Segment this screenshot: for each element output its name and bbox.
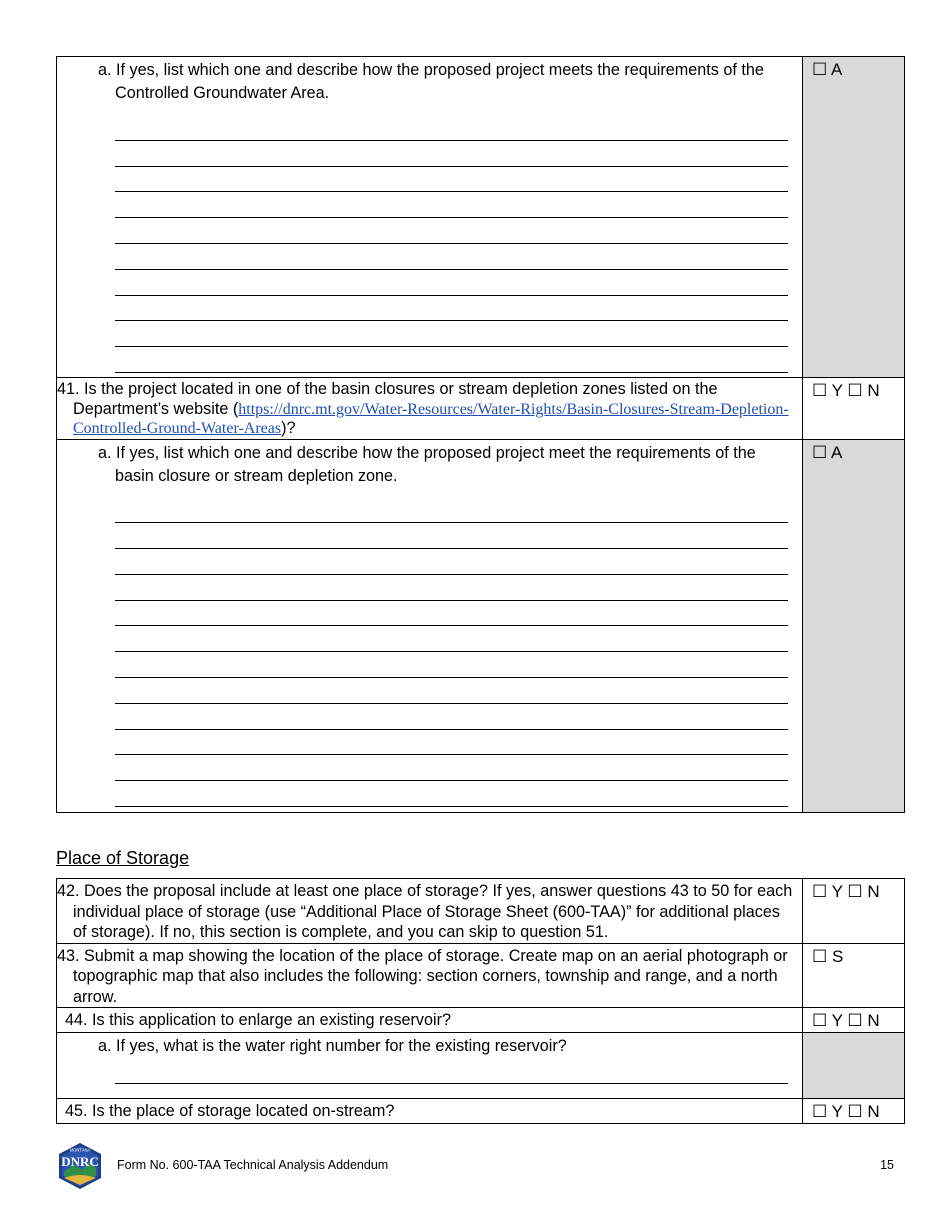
answer-line[interactable] bbox=[115, 781, 788, 807]
answer-line[interactable] bbox=[115, 704, 788, 730]
q40a-cell bbox=[57, 57, 803, 378]
answer-line[interactable] bbox=[115, 652, 788, 678]
q42-cell bbox=[57, 879, 803, 944]
q42-checkbox[interactable]: ☐ Y ☐ N bbox=[803, 879, 905, 944]
answer-line[interactable] bbox=[115, 678, 788, 704]
answer-line[interactable] bbox=[115, 755, 788, 781]
answer-line[interactable] bbox=[115, 1058, 788, 1084]
q45-row bbox=[57, 1099, 905, 1124]
questions-table-2 bbox=[56, 878, 905, 1124]
answer-line[interactable] bbox=[115, 626, 788, 652]
q44a-row bbox=[57, 1033, 905, 1099]
answer-line[interactable] bbox=[115, 347, 788, 373]
q41-row bbox=[57, 378, 905, 440]
page-number: 15 bbox=[880, 1158, 894, 1172]
q44-row bbox=[57, 1008, 905, 1033]
answer-line[interactable] bbox=[115, 321, 788, 347]
q42-text: 42. Does the proposal include at least one place of storage? If yes, answer questions 43 to 50 for each individual place of storage (use “Additional Place of Storage Sheet (600-TAA)” for additional places of storage). If no, this section is complete, and you can skip to question 51. bbox=[57, 882, 793, 941]
answer-line[interactable] bbox=[115, 296, 788, 322]
q44a-cell bbox=[57, 1033, 803, 1099]
q42-row bbox=[57, 879, 905, 944]
answer-line[interactable] bbox=[115, 601, 788, 627]
q41a-cell bbox=[57, 439, 803, 812]
q44-cell bbox=[57, 1008, 803, 1033]
q41-text-after: )? bbox=[281, 419, 296, 437]
q44a-shaded-cell bbox=[803, 1033, 905, 1099]
answer-line[interactable] bbox=[115, 730, 788, 756]
q41a-answer-lines[interactable] bbox=[57, 488, 802, 808]
q43-text: 43. Submit a map showing the location of the place of storage. Create map on an aerial photograph or topographic map that also includes the following: section corners, township and range, and a north arrow. bbox=[57, 946, 788, 1006]
q43-row bbox=[57, 943, 905, 1008]
q41-text bbox=[57, 378, 802, 439]
form-label: Form No. 600-TAA Technical Analysis Addendum bbox=[117, 1158, 389, 1172]
q45-text: 45. Is the place of storage located on-stream? bbox=[65, 1102, 395, 1120]
answer-line[interactable] bbox=[115, 498, 788, 524]
q41a-text: a. If yes, list which one and describe how the proposed project meet the requirements of the basin closure or stream depletion zone. bbox=[98, 443, 756, 485]
basin-closures-link[interactable]: https://dnrc.mt.gov/Water-Resources/Water-Rights/Basin-Closures-Stream-Depletion-Controlled-Ground-Water-Areas bbox=[73, 400, 789, 437]
q45-checkbox[interactable]: ☐ Y ☐ N bbox=[803, 1099, 905, 1124]
q44a-answer-lines[interactable] bbox=[57, 1058, 802, 1084]
q40a-text: a. If yes, list which one and describe how the proposed project meets the requirements of the Controlled Groundwater Area. bbox=[98, 61, 764, 102]
q43-checkbox[interactable]: ☐ S bbox=[803, 943, 905, 1008]
q41a-checkbox[interactable]: ☐ A bbox=[803, 439, 905, 812]
q44-text: 44. Is this application to enlarge an existing reservoir? bbox=[65, 1011, 452, 1029]
q41-text-before: 41. Is the project located in one of the basin closures or stream depletion zones listed on the Department’s website ( bbox=[57, 380, 718, 418]
q44-checkbox[interactable]: ☐ Y ☐ N bbox=[803, 1008, 905, 1033]
answer-line[interactable] bbox=[115, 218, 788, 244]
logo-top-text: MONTANA bbox=[69, 1147, 91, 1153]
q43-cell bbox=[57, 943, 803, 1008]
logo-text: DNRC bbox=[61, 1154, 99, 1169]
q41-cell bbox=[57, 378, 803, 440]
answer-line[interactable] bbox=[115, 549, 788, 575]
answer-line[interactable] bbox=[115, 575, 788, 601]
q40a-answer-lines[interactable] bbox=[57, 105, 802, 373]
q44a-text: a. If yes, what is the water right number for the existing reservoir? bbox=[98, 1037, 567, 1055]
answer-line[interactable] bbox=[115, 115, 788, 141]
q45-cell bbox=[57, 1099, 803, 1124]
q41-checkbox[interactable]: ☐ Y ☐ N bbox=[803, 378, 905, 440]
answer-line[interactable] bbox=[115, 523, 788, 549]
answer-line[interactable] bbox=[115, 141, 788, 167]
dnrc-logo bbox=[56, 1142, 104, 1190]
q40a-row bbox=[57, 57, 905, 378]
answer-line[interactable] bbox=[115, 167, 788, 193]
section-heading: Place of Storage bbox=[56, 848, 190, 868]
q40a-checkbox[interactable]: ☐ A bbox=[803, 57, 905, 378]
answer-line[interactable] bbox=[115, 192, 788, 218]
answer-line[interactable] bbox=[115, 270, 788, 296]
questions-table-1 bbox=[56, 56, 905, 813]
q41a-row bbox=[57, 439, 905, 812]
answer-line[interactable] bbox=[115, 244, 788, 270]
